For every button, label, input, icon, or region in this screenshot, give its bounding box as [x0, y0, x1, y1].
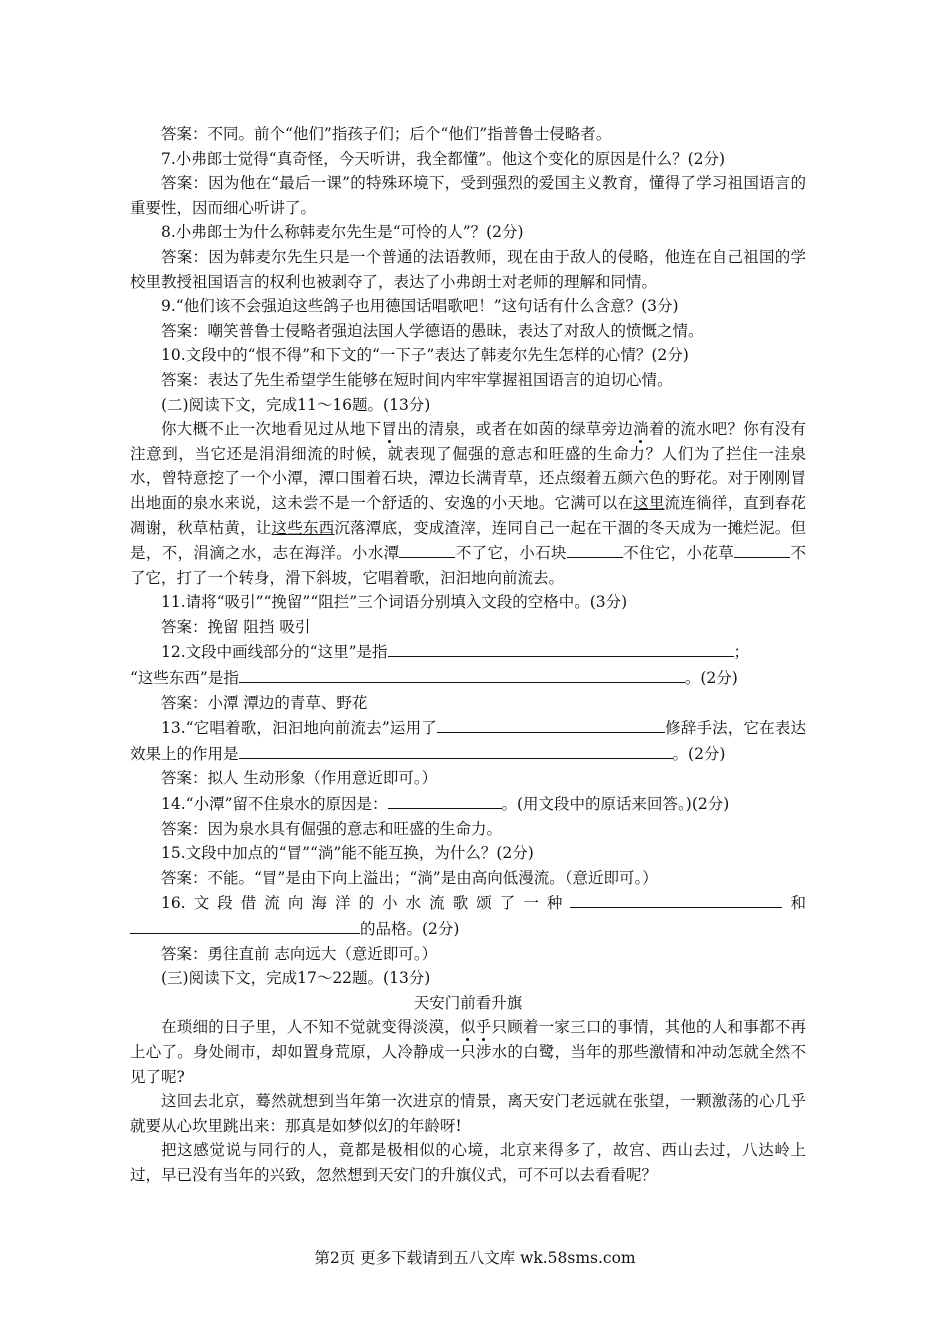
page-footer: 第2页 更多下载请到五八文库 wk.58sms.com — [314, 1249, 636, 1267]
question-8: 8.小弗郎士为什么称韩麦尔先生是“可怜的人”？(2分) — [161, 223, 524, 242]
fill-blank-13a[interactable] — [437, 715, 665, 733]
fill-blank-14[interactable] — [388, 791, 502, 809]
question-12-line2 — [130, 665, 806, 691]
question-13-score: 。(2分) — [672, 744, 726, 763]
passage-2 — [130, 417, 806, 590]
question-16-text: 和 — [782, 894, 806, 913]
question-12-text: “这些东西”是指 — [130, 669, 239, 688]
question-12-text: 12.文段中画线部分的“这里”是指 — [161, 643, 388, 662]
passage-text: 不了它，打了一个转身，滑下斜坡，它唱着歌，汩汩地向前流去。 — [130, 544, 806, 587]
section-3-heading: (三)阅读下文，完成17～22题。(13分) — [161, 969, 431, 988]
answer-15: 答案：不能。“冒”是由下向上溢出；“淌”是由高向低漫流。（意近即可。） — [161, 868, 658, 887]
answer-6: 答案：不同。前个“他们”指孩子们；后个“他们”指普鲁士侵略者。 — [161, 125, 612, 143]
answer-11: 答案：挽留 阻挡 吸引 — [161, 617, 311, 636]
answer-7: 答案：因为他在“最后一课”的特殊环境下，受到强烈的爱国主义教育，懂得了学习祖国语言的重要性，因而细心听讲了。 — [130, 174, 806, 217]
answer-16: 答案：勇往直前 志向远大（意近即可。） — [161, 944, 438, 963]
question-13 — [130, 715, 806, 766]
question-10: 10.文段中的“恨不得”和下文的“一下子”表达了韩麦尔先生怎样的心情？(2分) — [161, 346, 689, 365]
passage-text: 只顾着一家三口的事情，其他的人和事都不再上心了。身处闹市，却如置身荒原，人冷静成一只涉水的白鹭，当年的那些激情和冲动怎就全然不见了呢? — [130, 1018, 806, 1086]
answer-14: 答案：因为泉水具有倔强的意志和旺盛的生命力。 — [161, 819, 503, 838]
passage-text: 出的清泉，或者在如茵的绿草旁边 — [397, 420, 634, 439]
passage-3-para-2: 这回去北京，蓦然就想到当年第一次进京的情景，离天安门老远就在张望，一颗激荡的心几乎就要从心坎里跳出来：那真是如梦似幻的年龄呀! — [130, 1092, 806, 1135]
question-14 — [130, 791, 806, 817]
question-12-score: 。(2分) — [684, 669, 738, 688]
question-16 — [130, 890, 806, 941]
section-2-heading: (二)阅读下文，完成11～16题。(13分) — [161, 395, 431, 414]
underlined-zheli: 这里 — [633, 493, 665, 512]
question-13-text: 修辞手法，它在表达效果上的作用是 — [130, 719, 806, 763]
passage-text: 着的流水吧？你有没有注意到，当它还是涓涓细流的时候，就表现了倔强的意志和旺盛的生命力？人们为了拦住一洼泉水，曾特意挖了一个小潭，潭口围着石块，潭边长满青草，还点缀着五颜六色的野花。对于刚刚冒出地面的泉水来说，这未尝不是一个舒适的、安逸的小天地。它满可以在 — [130, 420, 806, 512]
question-16-score: 的品格。(2分) — [360, 920, 460, 938]
dotted-char-mao: 冒 — [381, 420, 398, 439]
passage-text: 流连徜徉，直到春花凋谢，秋草枯黄，让 — [130, 493, 806, 537]
passage-text: 不了它，小石块 — [455, 544, 567, 563]
question-7: 7.小弗郎士觉得“真奇怪，今天听讲，我全都懂”。他这个变化的原因是什么？(2分) — [161, 149, 726, 168]
passage-3-para-1 — [130, 1015, 806, 1089]
question-9: 9.“他们该不会强迫这些鸽子也用德国话唱歌吧！”这句话有什么含意？(3分) — [161, 297, 679, 316]
question-16-text: 16.文段借流向海洋的小水流歌颂了一种 — [161, 894, 571, 913]
dotted-char-hu: 乎 — [475, 1018, 492, 1037]
passage-text: 在琐细的日子里，人不知不觉就变得淡漠， — [161, 1018, 460, 1037]
passage-text: 你大概不止一次地看见过从地下 — [161, 420, 382, 439]
question-12-line1 — [130, 639, 806, 665]
question-11: 11.请将“吸引”“挽留”“阻拦”三个词语分别填入文段的空格中。(3分) — [161, 593, 628, 612]
fill-blank-2[interactable] — [567, 540, 623, 558]
question-14-text: 。(用文段中的原话来回答。)(2分) — [501, 795, 730, 814]
underlined-zhexie: 这些东西 — [271, 518, 335, 537]
document-page — [130, 122, 806, 1188]
question-14-text: 14.“小潭”留不住泉水的原因是： — [161, 795, 388, 814]
answer-8: 答案：因为韩麦尔先生只是一个普通的法语教师，现在由于敌人的侵略，他连在自己祖国的学校里教授祖国语言的权利也被剥夺了，表达了小弗朗士对老师的理解和同情。 — [130, 247, 806, 291]
answer-13: 答案：拟人 生动形象（作用意近即可。） — [161, 769, 438, 788]
passage-3-para-3: 把这感觉说与同行的人，竟都是极相似的心境，北京来得多了，故宫、西山去过，八达岭上过，早已没有当年的兴致，忽然想到天安门的升旗仪式，可不可以去看看呢？ — [130, 1141, 806, 1184]
question-12-sep: ； — [733, 643, 750, 662]
dotted-char-si: 似 — [459, 1018, 476, 1037]
fill-blank-16a[interactable] — [570, 890, 782, 908]
passage-text: 沉落潭底，变成渣滓，连同自己一起在干涸的冬天成为一摊烂泥。但是，不，涓滴之水，志在海洋。小水潭 — [130, 518, 806, 563]
answer-9: 答案：嘲笑普鲁士侵略者强迫法国人学德语的愚昧，表达了对敌人的愤慨之情。 — [161, 321, 704, 340]
fill-blank-1[interactable] — [399, 540, 455, 558]
fill-blank-12a[interactable] — [388, 639, 734, 657]
passage-text: 不住它，小花草 — [622, 544, 735, 563]
fill-blank-12b[interactable] — [239, 665, 685, 683]
dotted-char-tang: 淌 — [633, 420, 649, 439]
fill-blank-3[interactable] — [734, 540, 790, 558]
question-13-text: 13.“它唱着歌，汩汩地向前流去”运用了 — [161, 719, 437, 738]
fill-blank-16b[interactable] — [130, 916, 360, 934]
answer-12: 答案：小潭 潭边的青草、野花 — [161, 693, 368, 712]
question-15: 15.文段中加点的“冒”“淌”能不能互换，为什么？(2分) — [161, 844, 534, 863]
passage-3-title: 天安门前看升旗 — [413, 993, 523, 1012]
fill-blank-13b[interactable] — [239, 741, 673, 759]
answer-10: 答案：表达了先生希望学生能够在短时间内牢牢掌握祖国语言的迫切心情。 — [161, 370, 673, 389]
